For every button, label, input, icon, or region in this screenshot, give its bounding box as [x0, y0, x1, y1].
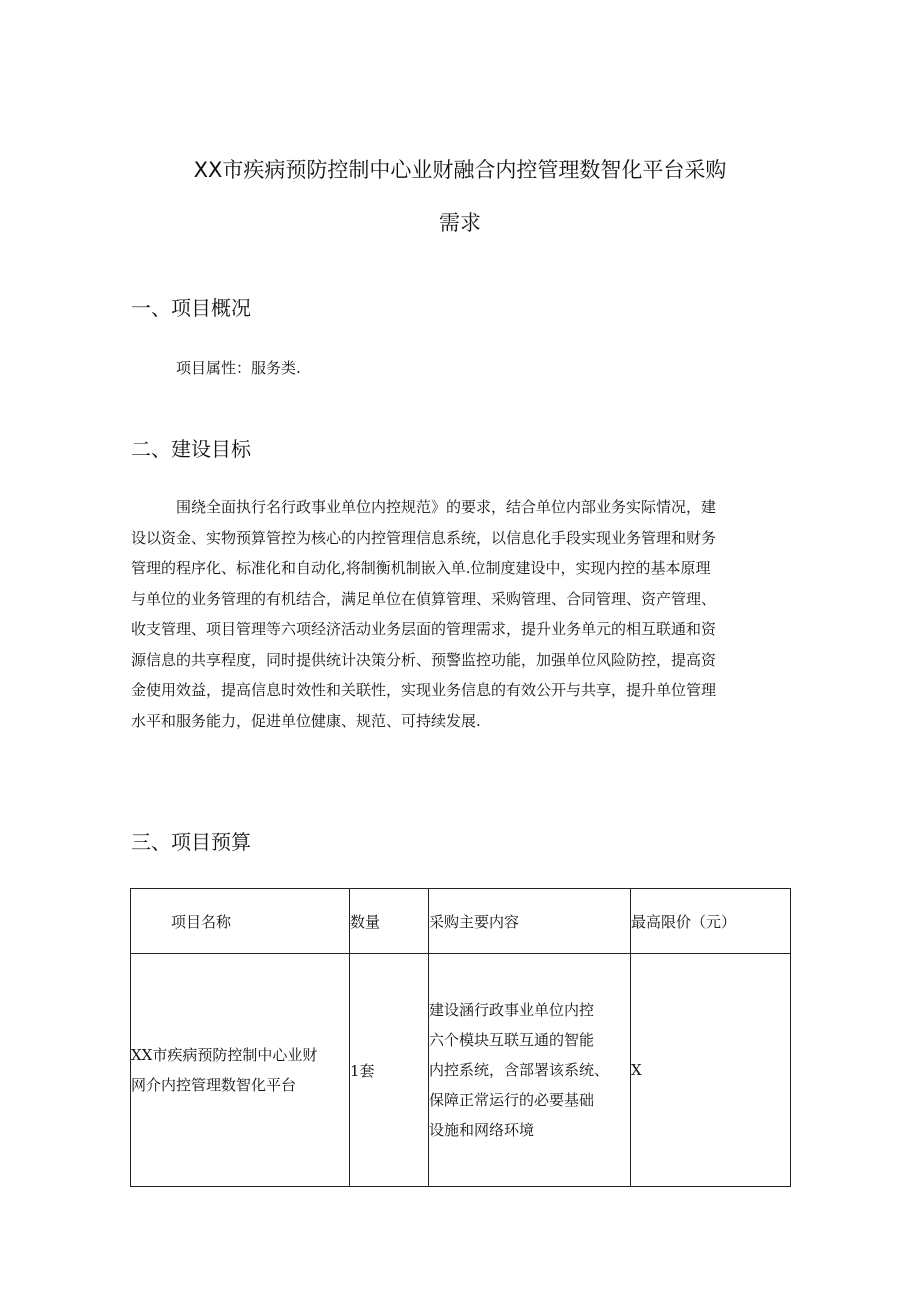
main-content-line: 六个模块互联互通的智能: [429, 1031, 595, 1049]
budget-table-header-row: [131, 889, 791, 954]
main-content-line: 保障正常运行的必要基础: [429, 1091, 595, 1109]
cell-max-price: X: [631, 954, 791, 1187]
cell-quantity: 1套: [350, 954, 429, 1187]
cell-main-content: [429, 954, 631, 1187]
section-heading-goals: 二、建设目标: [131, 437, 251, 461]
budget-table-row: [131, 954, 791, 1187]
header-main-content: 采购主要内容: [429, 889, 631, 954]
header-max-price: 最高限价（元）: [631, 889, 791, 954]
cell-project-name: [131, 954, 350, 1187]
goals-paragraph-line: 金使用效益，提高信息时效性和关联性，实现业务信息的有效公开与共享，提升单位管理: [131, 681, 717, 699]
main-content-line: 内控系统，含部署该系统、: [429, 1061, 610, 1079]
header-project-name: 项目名称: [131, 889, 350, 954]
project-name-line: 网介内控管理数智化平台: [131, 1076, 297, 1094]
goals-paragraph: [131, 492, 791, 736]
goals-paragraph-line: 与单位的业务管理的有机结合，满足单位在偵算管理、采购管理、合同管理、资产管理、: [131, 589, 717, 608]
main-content-line: 建设涵行政事业单位内控: [429, 1001, 595, 1019]
goals-paragraph-line: 管理的程序化、标准化和自动化,将制衡机制嵌入单.位制度建设中，实现内控的基本原理: [131, 559, 711, 577]
goals-paragraph-line: 源信息的共享程度，同时提供统计决策分析、预警监控功能，加强单位风险防控，提高资: [131, 650, 717, 669]
project-attribute-text: 项目属性：服务类.: [176, 359, 301, 377]
goals-paragraph-line: 收支管理、项目管理等六项经济活动业务层面的管理需求，提升业务单元的相互联通和资: [131, 620, 717, 638]
section-heading-budget: 三、项目预算: [131, 830, 251, 854]
goals-paragraph-line: 设以资金、实物预算管控为核心的内控管理信息系统，以信息化手段实现业务管理和财务: [131, 528, 717, 547]
main-content-line: 设施和网络环境: [429, 1121, 535, 1139]
document-title-line-2: 需求: [439, 211, 481, 235]
document-title-line-1: XX市疾病预防控制中心业财融合内控管理数智化平台采购: [193, 158, 727, 182]
goals-paragraph-line: 水平和服务能力，促进单位健康、规范、可持续发展.: [131, 711, 481, 730]
goals-paragraph-line: 围绕全面执行名行政事业单位内控规范》的要求，结合单位内部业务实际情况，建: [176, 498, 717, 516]
budget-table: [130, 888, 791, 1187]
project-name-line: XX市疾病预防控制中心业财: [131, 1046, 318, 1064]
header-quantity: 数量: [350, 889, 429, 954]
section-heading-overview: 一、项目概况: [131, 296, 251, 320]
